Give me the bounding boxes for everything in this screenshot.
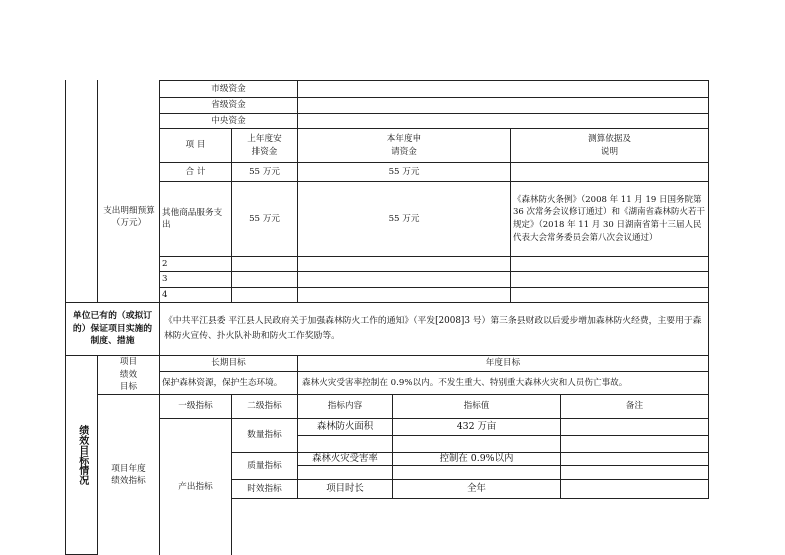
- expense-row-last-year: [231, 287, 298, 303]
- timeliness-indicator-label: 时效指标: [231, 479, 298, 499]
- expense-row-item: 其他商品服务支出: [159, 181, 232, 257]
- indicator-header-content: 指标内容: [297, 394, 393, 419]
- fund-value-city: [297, 80, 709, 98]
- annual-indicators-label: 项目年度绩效指标: [97, 394, 160, 555]
- expense-header-item: 项 目: [159, 128, 232, 163]
- indicator-content: [297, 435, 393, 453]
- indicator-header-level2: 二级指标: [231, 394, 298, 419]
- indicator-content: 森林火灾受害率: [297, 452, 393, 466]
- indicator-value: 控制在 0.9%以内: [392, 452, 561, 466]
- expense-row-this-year: 55 万元: [297, 181, 511, 257]
- expense-row-item: 4: [159, 287, 232, 303]
- long-term-goal-header: 长期目标: [159, 355, 298, 372]
- outer-left-cell: [65, 80, 98, 303]
- fund-label-province: 省级资金: [159, 97, 298, 114]
- indicator-content: 项目时长: [297, 479, 393, 499]
- long-term-goal-text: 保护森林资源，保护生态环境。: [159, 371, 298, 395]
- annual-goal-header: 年度目标: [297, 355, 709, 372]
- expense-row-last-year: 55 万元: [231, 181, 298, 257]
- performance-section-label: 绩效目标情况: [65, 355, 98, 555]
- indicator-content: [297, 465, 393, 480]
- indicator-header-level1: 一级指标: [159, 394, 232, 419]
- quantity-indicator-label: 数量指标: [231, 418, 298, 453]
- section-left-cell: [97, 80, 160, 303]
- expense-total-basis: [510, 162, 709, 182]
- guarantee-text: 《中共平江县委 平江县人民政府关于加强森林防火工作的通知》（平发[2008]3 号）第三条县财政以后爱步增加森林防火经费，主要用于森林防火宣传、扑火队补助和防火工作奖励等。: [159, 302, 709, 356]
- guarantee-label: 单位已有的（或拟订的）保证项目实施的制度、措施: [65, 302, 160, 356]
- expense-row-basis: [510, 287, 709, 303]
- expense-total-label: 合 计: [159, 162, 232, 182]
- expense-row-last-year: [231, 271, 298, 288]
- output-indicator-label: 产出指标: [159, 418, 232, 555]
- expense-row-this-year: [297, 256, 511, 272]
- indicator-note: [560, 452, 709, 466]
- fund-value-central: [297, 113, 709, 129]
- expense-row-basis: [510, 271, 709, 288]
- expense-row-basis: 《森林防火条例》（2008 年 11 月 19 日国务院第 36 次常务会议修订通过）和《湖南省森林防火若干规定》（2018 年 11 月 30 日湖南省第十三届人民代表大会常务委员会第八次会议通过）: [510, 181, 709, 257]
- expense-row-item: 2: [159, 256, 232, 272]
- expense-row-basis: [510, 256, 709, 272]
- indicator-header-value: 指标值: [392, 394, 561, 419]
- expense-section-label: 支出明细预算（万元）: [103, 205, 155, 228]
- expense-total-last-year: 55 万元: [231, 162, 298, 182]
- expense-row-this-year: [297, 271, 511, 288]
- indicator-value: [392, 435, 561, 453]
- expense-row-last-year: [231, 256, 298, 272]
- fund-value-province: [297, 97, 709, 114]
- indicator-note: [560, 435, 709, 453]
- annual-goal-text: 森林火灾受害率控制在 0.9%以内。不发生重大、特别重大森林火灾和人员伤亡事故。: [297, 371, 709, 395]
- indicator-note: [560, 479, 709, 499]
- fund-label-central: 中央资金: [159, 113, 298, 129]
- expense-row-item: 3: [159, 271, 232, 288]
- expense-header-last-year: 上年度安排资金: [231, 128, 298, 163]
- indicator-note: [560, 418, 709, 436]
- indicator-value: [392, 465, 561, 480]
- indicator-value: 全年: [392, 479, 561, 499]
- indicator-value: 432 万亩: [392, 418, 561, 436]
- expense-header-basis: 测算依据及说明: [510, 128, 709, 163]
- expense-total-this-year: 55 万元: [297, 162, 511, 182]
- expense-header-this-year: 本年度申请资金: [297, 128, 511, 163]
- fund-label-city: 市级资金: [159, 80, 298, 98]
- indicator-note: [560, 465, 709, 480]
- quality-indicator-label: 质量指标: [231, 452, 298, 480]
- project-goal-label: 项目绩效目标: [97, 355, 160, 395]
- indicator-content: 森林防火面积: [297, 418, 393, 436]
- indicator-header-note: 备注: [560, 394, 709, 419]
- expense-row-this-year: [297, 287, 511, 303]
